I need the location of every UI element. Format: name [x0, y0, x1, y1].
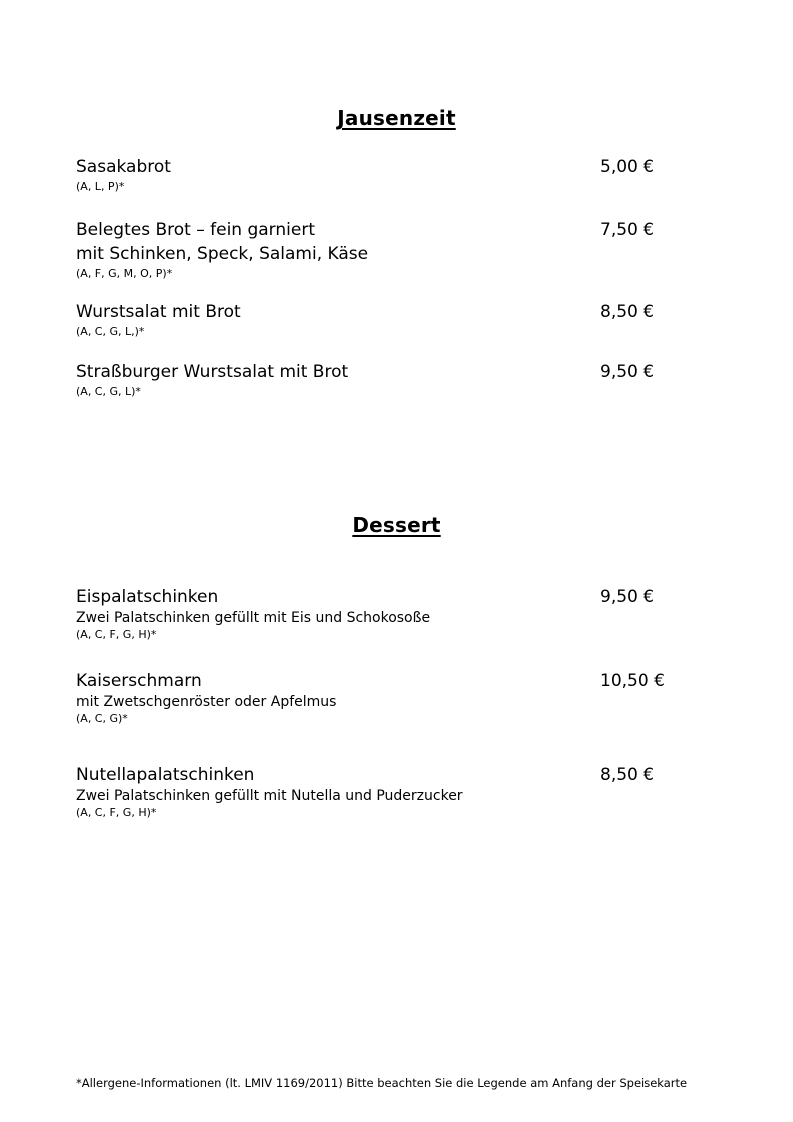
- item-name: Kaiserschmarn: [76, 671, 202, 691]
- menu-item-sasakabrot: [76, 155, 676, 194]
- item-price: 8,50 €: [600, 302, 655, 322]
- menu-item-strassburger-wurstsalat: [76, 360, 676, 399]
- item-name: Nutellapalatschinken: [76, 765, 255, 785]
- item-description: Zwei Palatschinken gefüllt mit Nutella und Puderzucker: [76, 788, 463, 804]
- section-title-dessert: Dessert: [352, 513, 441, 537]
- item-price: 7,50 €: [600, 220, 655, 240]
- item-price: 10,50 €: [600, 671, 665, 691]
- item-description: mit Zwetschgenröster oder Apfelmus: [76, 694, 337, 710]
- item-price: 9,50 €: [600, 587, 655, 607]
- menu-item-belegtes-brot: [76, 218, 676, 281]
- item-allergens: (A, F, G, M, O, P)*: [76, 267, 173, 280]
- item-name: Sasakabrot: [76, 157, 171, 177]
- item-allergens: (A, C, G, L,)*: [76, 325, 145, 338]
- menu-item-kaiserschmarn: [76, 669, 676, 726]
- item-allergens: (A, C, F, G, H)*: [76, 806, 157, 819]
- menu-item-wurstsalat: [76, 300, 676, 339]
- item-name-line2: mit Schinken, Speck, Salami, Käse: [76, 244, 369, 264]
- item-description: Zwei Palatschinken gefüllt mit Eis und Schokosoße: [76, 610, 431, 626]
- item-allergens: (A, C, F, G, H)*: [76, 628, 157, 641]
- menu-item-nutellapalatschinken: [76, 763, 676, 820]
- section-title-jausenzeit: Jausenzeit: [337, 106, 456, 130]
- item-allergens: (A, C, G)*: [76, 712, 128, 725]
- item-price: 9,50 €: [600, 362, 655, 382]
- menu-item-eispalatschinken: [76, 585, 676, 642]
- item-name: Eispalatschinken: [76, 587, 219, 607]
- item-name: Wurstsalat mit Brot: [76, 302, 241, 322]
- allergen-footnote: *Allergene-Informationen (lt. LMIV 1169/2011) Bitte beachten Sie die Legende am Anfang der Speisekarte: [76, 1076, 688, 1090]
- item-allergens: (A, L, P)*: [76, 180, 125, 193]
- item-name: Straßburger Wurstsalat mit Brot: [76, 362, 349, 382]
- item-price: 8,50 €: [600, 765, 655, 785]
- item-name: Belegtes Brot – fein garniert: [76, 220, 315, 240]
- item-allergens: (A, C, G, L)*: [76, 385, 141, 398]
- item-price: 5,00 €: [600, 157, 655, 177]
